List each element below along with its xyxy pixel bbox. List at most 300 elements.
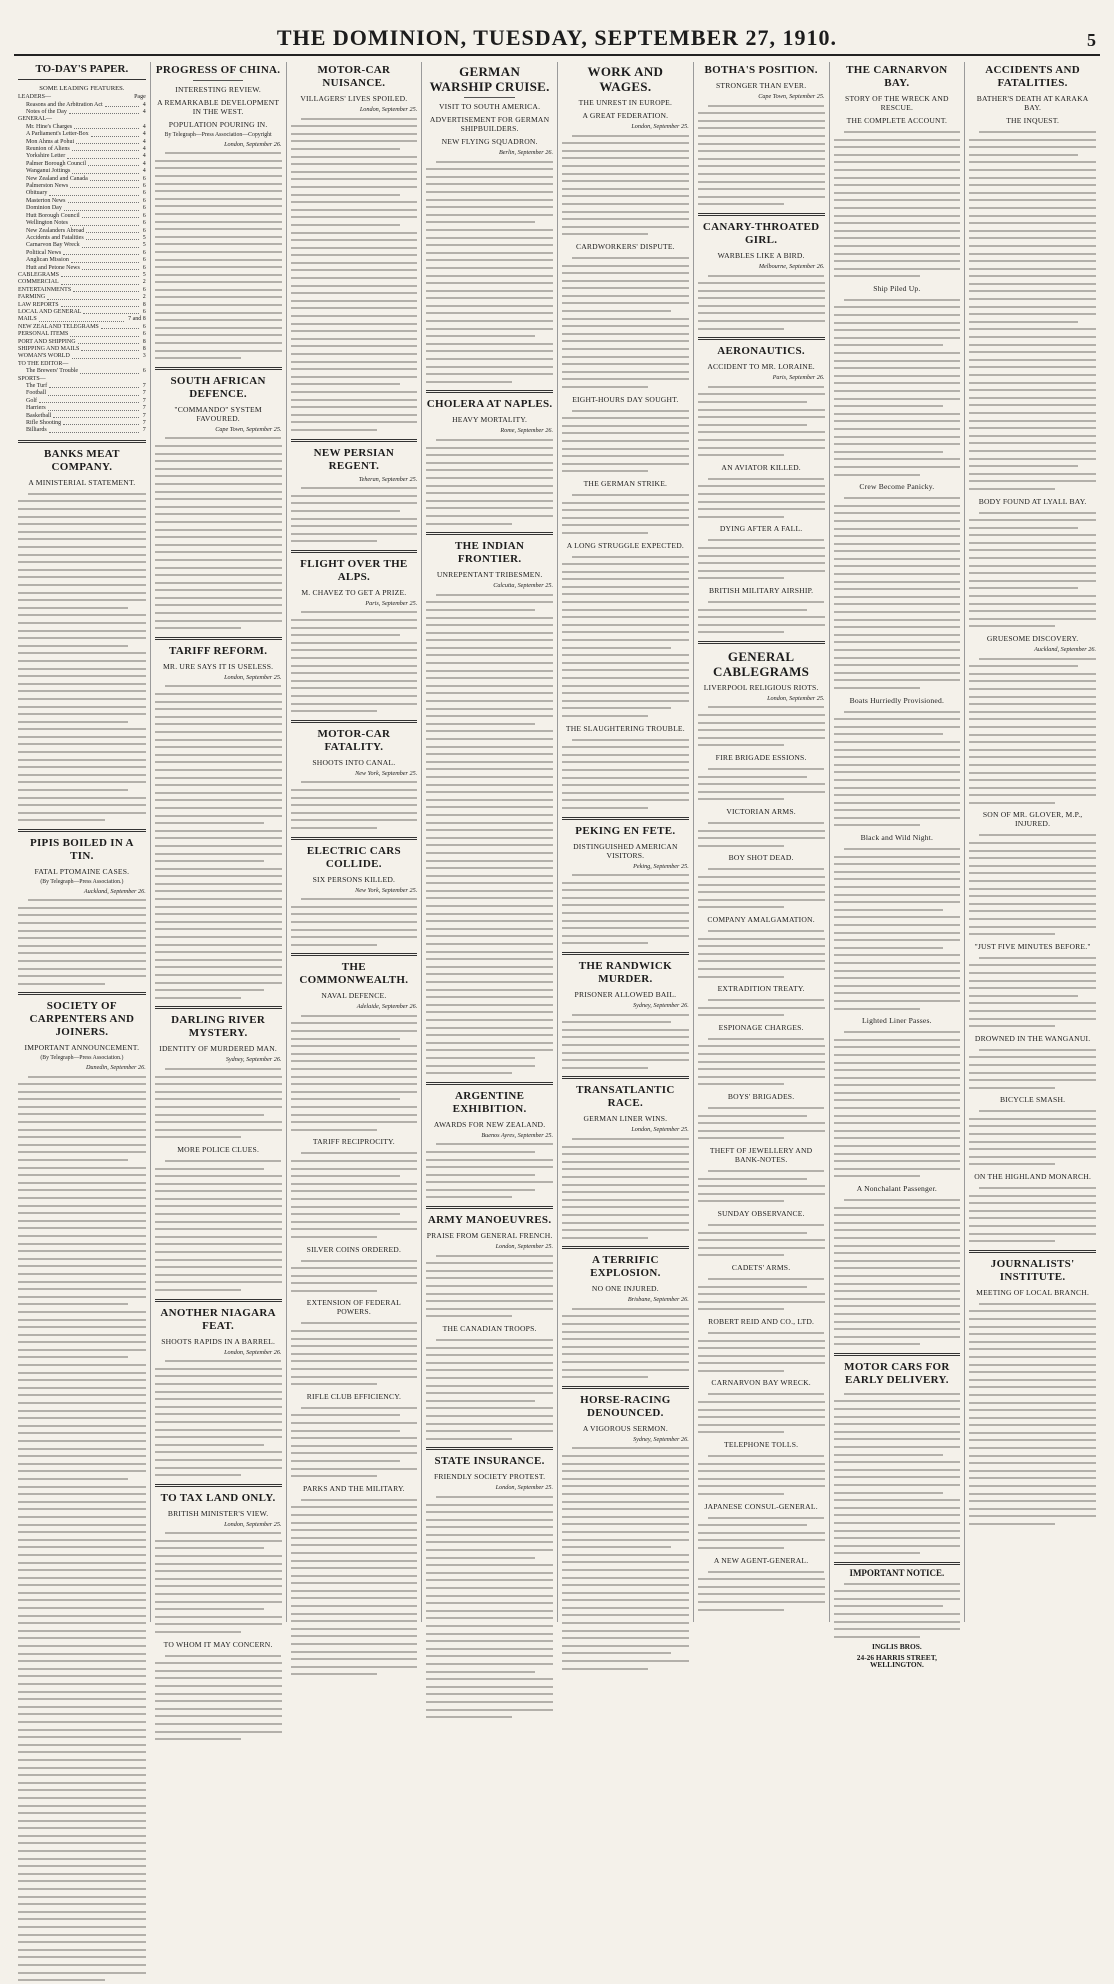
index-label: New Zealanders Abroad (26, 227, 85, 234)
article-heading: PEKING EN FETE. (575, 824, 676, 837)
index-label: Mon Ahms at Pohui (26, 138, 75, 145)
index-row (18, 309, 146, 316)
index-page: 4 (142, 160, 146, 167)
article-subheading: DISTINGUISHED AMERICAN VISITORS. (573, 841, 678, 860)
article-subheading: THE SLAUGHTERING TROUBLE. (565, 723, 685, 733)
index-page: 2 (142, 294, 146, 301)
index-row (18, 257, 146, 264)
index-page: 7 (142, 427, 146, 434)
article-body (969, 509, 1096, 631)
article-subheading: SHOOTS RAPIDS IN A BARREL. (161, 1336, 276, 1346)
article-subheading: BATHER'S DEATH AT KARAKA BAY. (976, 94, 1089, 112)
index-row (18, 420, 146, 427)
article-body (291, 115, 418, 434)
article-body (155, 1529, 282, 1635)
article-body (698, 927, 825, 980)
index-page: 6 (142, 331, 146, 338)
index-page: 7 and 8 (128, 316, 146, 323)
index-label: Masterton News (26, 197, 66, 204)
index-label: Accidents and Fatalities (26, 234, 84, 241)
article-dateline: Melbourne, September 26. (758, 262, 825, 270)
article-subheading: RIFLE CLUB EFFICIENCY. (306, 1391, 402, 1401)
index-label: LEADERS— (18, 94, 51, 101)
index-list (18, 94, 146, 435)
article-dateline: Auckland, September 26. (83, 887, 146, 895)
article-body (698, 475, 825, 521)
article-subheading: BRITISH MINISTER'S VIEW. (167, 1508, 269, 1518)
index-page: 5 (142, 271, 146, 278)
article-dateline: London, September 25. (495, 1484, 553, 1492)
article-subheading: SON OF MR. GLOVER, M.P., INJURED. (982, 810, 1083, 829)
article-heading: THE CARNARVON BAY. (846, 64, 948, 89)
index-page: 8 (142, 338, 146, 345)
article-dateline: Cape Town, September 25. (215, 425, 282, 433)
article-body (562, 871, 689, 947)
article-heading: MOTOR-CAR FATALITY. (317, 727, 391, 753)
index-page: 6 (142, 220, 146, 227)
index-row (18, 324, 146, 331)
article-subheading: STORY OF THE WRECK AND RESCUE. (845, 94, 949, 112)
index-row (18, 272, 146, 279)
index-row (18, 220, 146, 227)
index-label: Hutt Borough Council (26, 212, 80, 219)
article-heading: BANKS MEAT COMPANY. (43, 447, 120, 473)
article-dateline: Sydney, September 26. (633, 1435, 689, 1443)
column-1 (14, 62, 150, 1622)
index-page: 6 (142, 264, 146, 271)
article-body (698, 1035, 825, 1088)
index-label: Reunion of Aliens (26, 146, 70, 153)
page-number: 5 (1087, 30, 1096, 50)
index-page: 6 (142, 249, 146, 256)
article-body (698, 1329, 825, 1375)
article-subheading: BOYS' BRIGADES. (727, 1092, 795, 1102)
article-dateline: Cape Town, September 25. (758, 93, 825, 100)
article-body (698, 1221, 825, 1259)
article-body (291, 1319, 418, 1387)
index-row (18, 316, 146, 323)
article-body (291, 1012, 418, 1134)
index-page: 7 (142, 405, 146, 412)
index-page: Page (134, 94, 146, 101)
article-dateline: London, September 25. (631, 123, 689, 130)
article-heading: ANOTHER NIAGARA FEAT. (160, 1306, 276, 1332)
article-subheading: ESPIONAGE CHARGES. (718, 1022, 804, 1032)
index-row (18, 102, 146, 109)
article-body (969, 1300, 1096, 1528)
article-subheading: UNREPENTANT TRIBESMEN. (436, 570, 543, 580)
index-label: A Parliament's Letter-Box (26, 131, 89, 138)
article-body (562, 1444, 689, 1672)
article-body (834, 708, 961, 830)
index-page: 4 (142, 146, 146, 153)
article-body (698, 598, 825, 636)
article-body (698, 536, 825, 582)
article-heading: SOCIETY OF CARPENTERS AND JOINERS. (29, 1000, 135, 1039)
index-label: Obituary (26, 190, 48, 197)
article-body (834, 845, 961, 1012)
article-subheading: PRISONER ALLOWED BAIL. (574, 990, 677, 1000)
article-body (969, 1046, 1096, 1092)
index-row (18, 94, 146, 101)
article-heading: FLIGHT OVER THE ALPS. (300, 557, 408, 583)
index-page: 6 (142, 190, 146, 197)
index-label: GENERAL— (18, 116, 52, 123)
article-body (291, 778, 418, 831)
index-label: Football (26, 390, 47, 397)
article-heading: PIPIS BOILED IN A TIN. (29, 837, 134, 862)
article-subheading: COMPANY AMALGAMATION. (707, 914, 815, 924)
index-row (18, 213, 146, 220)
index-row (18, 235, 146, 242)
index-row (18, 131, 146, 138)
article-subheading: AN AVIATOR KILLED. (721, 462, 801, 472)
article-body (18, 1073, 146, 1984)
article-body (155, 682, 282, 1001)
article-heading: CHOLERA AT NAPLES. (426, 398, 553, 411)
article-body (155, 1357, 282, 1479)
index-label: Basketball (26, 412, 52, 419)
article-body (698, 102, 825, 208)
article-subheading: A LONG STRUGGLE EXPECTED. (566, 540, 684, 550)
article-body (155, 1065, 282, 1141)
article-subheading: ACCIDENT TO MR. LORAINE. (707, 362, 815, 372)
article-body (562, 254, 689, 391)
article-subheading: TO WHOM IT MAY CONCERN. (163, 1639, 273, 1649)
index-page: 4 (142, 101, 146, 108)
article-subheading: HEAVY MORTALITY. (452, 415, 528, 425)
article-heading: TRANSATLANTIC RACE. (576, 1084, 675, 1110)
index-label: FARMING (18, 294, 46, 301)
index-row (18, 331, 146, 338)
article-body (291, 1149, 418, 1240)
article-dateline: Dunedin, September 26. (85, 1063, 146, 1071)
article-heading: GENERAL CABLEGRAMS (713, 648, 810, 679)
article-heading: NEW PERSIAN REGENT. (313, 446, 395, 472)
article-body (18, 490, 146, 824)
article-body (698, 1167, 825, 1205)
article-subheading: BOY SHOT DEAD. (728, 853, 794, 863)
article-subheading: MORE POLICE CLUES. (177, 1144, 260, 1154)
notice-address: 24-26 HARRIS STREET, WELLINGTON. (856, 1652, 937, 1670)
article-dateline: London, September 26. (224, 1348, 282, 1356)
article-heading: HORSE-RACING DENOUNCED. (580, 1393, 671, 1419)
article-body (562, 407, 689, 475)
article-byline: By Telegraph—Press Association—Copyright (164, 132, 272, 138)
article-dateline: Paris, September 26. (772, 374, 825, 382)
column-2 (150, 62, 286, 1649)
article-subheading: ADVERTISEMENT FOR GERMAN SHIPBUILDERS. (429, 115, 550, 133)
index-label: Reasons and the Arbitration Act (26, 101, 103, 108)
article-body (834, 494, 961, 691)
article-dateline: Berlin, September 26. (499, 149, 553, 156)
index-label: SHIPPING AND MAILS (18, 346, 80, 352)
article-subheading: Ship Piled Up. (873, 283, 921, 293)
article-body (562, 132, 689, 238)
index-page: 6 (142, 257, 146, 264)
article-dateline: Sydney, September 26. (225, 1056, 282, 1064)
article-subheading: NO ONE INJURED. (591, 1284, 659, 1294)
article-subheading: ON THE HIGHLAND MONARCH. (974, 1172, 1092, 1182)
article-subheading: A MINISTERIAL STATEMENT. (28, 477, 136, 487)
index-page: 4 (142, 138, 146, 145)
article-body (698, 703, 825, 749)
index-page: 7 (142, 412, 146, 419)
article-subheading: SIX PERSONS KILLED. (312, 874, 396, 884)
index-row (18, 228, 146, 235)
article-body (426, 158, 553, 386)
index-label: Hutt and Petone News (26, 264, 80, 271)
article-body (291, 1404, 418, 1480)
article-subheading: MR. URE SAYS IT IS USELESS. (162, 661, 274, 671)
article-subheading: EXTENSION OF FEDERAL POWERS. (306, 1298, 402, 1317)
article-body (698, 865, 825, 911)
article-body (834, 1196, 961, 1348)
index-label: Political News (26, 249, 62, 256)
index-page (144, 361, 146, 368)
index-row (18, 198, 146, 205)
index-row (18, 302, 146, 309)
article-dateline: London, September 25. (631, 1126, 689, 1134)
index-row (18, 242, 146, 249)
article-subheading: SILVER COINS ORDERED. (306, 1244, 402, 1254)
index-row (18, 183, 146, 190)
article-heading: AERONAUTICS. (717, 345, 805, 358)
index-label: Dominion Day (26, 205, 62, 212)
article-body (18, 896, 146, 987)
index-page: 4 (142, 123, 146, 130)
article-body (426, 1336, 553, 1442)
article-subheading: THE COMPLETE ACCOUNT. (846, 116, 948, 125)
article-subheading: FRIENDLY SOCIETY PROTEST. (433, 1472, 546, 1482)
article-dateline: Calcutta, September 25. (493, 582, 553, 590)
article-heading: GERMAN WARSHIP CRUISE. (429, 64, 550, 94)
article-subheading: BODY FOUND AT LYALL BAY. (978, 496, 1087, 506)
article-body (155, 1157, 282, 1294)
article-heading: ARGENTINE EXHIBITION. (452, 1089, 527, 1115)
article-body (155, 1652, 282, 1743)
index-label: COMMERCIAL (18, 279, 59, 286)
index-page: 4 (142, 153, 146, 160)
index-page (144, 116, 146, 123)
index-row (18, 168, 146, 175)
index-row (18, 116, 146, 123)
article-body (291, 895, 418, 948)
article-dateline: London, September 25. (359, 106, 418, 113)
index-label: MAILS (18, 316, 37, 323)
masthead (14, 25, 1100, 56)
index-row (18, 109, 146, 116)
index-row (18, 390, 146, 397)
article-subheading: PRAISE FROM GENERAL FRENCH. (426, 1231, 553, 1241)
article-subheading: THE GERMAN STRIKE. (583, 478, 668, 488)
index-row (18, 161, 146, 168)
article-dateline: Buenos Ayres, September 25. (481, 1131, 553, 1139)
article-body (834, 296, 961, 478)
index-row (18, 250, 146, 257)
article-subheading: GRUESOME DISCOVERY. (986, 634, 1079, 643)
article-dateline: New York, September 25. (355, 769, 418, 777)
index-page: 8 (142, 346, 146, 352)
index-label: Wellington Notes (26, 220, 69, 227)
index-row (18, 294, 146, 301)
article-dateline: Adelaide, September 26. (356, 1003, 418, 1011)
index-label: TO THE EDITOR— (18, 360, 69, 367)
article-body (698, 1275, 825, 1313)
article-subheading: VISIT TO SOUTH AMERICA. (439, 102, 541, 111)
index-page: 7 (142, 397, 146, 404)
index-label: Wanganui Jottings (26, 168, 71, 175)
index-label: Carnarvon Bay Wreck (26, 242, 80, 249)
article-body (834, 1390, 961, 1557)
columns (14, 62, 1100, 1670)
index-page: 6 (142, 197, 146, 204)
article-subheading: SHOOTS INTO CANAL. (312, 757, 396, 767)
index-label: SPORTS— (18, 375, 46, 382)
index-page: 6 (142, 212, 146, 219)
article-subheading: "JUST FIVE MINUTES BEFORE." (974, 941, 1091, 951)
index-label: Golf (26, 397, 37, 404)
index-page: 4 (142, 168, 146, 175)
index-label: Billiards (26, 427, 47, 434)
article-heading: WORK AND WAGES. (587, 64, 664, 94)
article-subheading: STRONGER THAN EVER. (715, 81, 807, 90)
article-body (969, 128, 1096, 493)
index-page: 6 (142, 286, 146, 293)
index-page: 3 (142, 353, 146, 360)
article-body (834, 128, 961, 280)
article-heading: TO TAX LAND ONLY. (160, 1491, 276, 1504)
article-body (698, 1514, 825, 1552)
article-body (698, 996, 825, 1019)
index-label: The Brewers' Trouble (26, 368, 79, 375)
index-label: LAW REPORTS (18, 301, 59, 308)
index-page: 8 (142, 301, 146, 308)
index-page: 2 (142, 279, 146, 286)
article-subheading: Lighted Liner Passes. (861, 1016, 932, 1026)
article-subheading: WARBLES LIKE A BIRD. (717, 250, 805, 260)
article-dateline: Brisbane, September 26. (627, 1296, 689, 1304)
index-row (18, 376, 146, 383)
index-label: LOCAL AND GENERAL (18, 308, 82, 315)
index-row (18, 405, 146, 412)
index-page: 6 (142, 308, 146, 315)
index-page: 5 (142, 242, 146, 249)
article-body (155, 434, 282, 631)
article-heading: TARIFF REFORM. (168, 644, 268, 657)
index-row (18, 146, 146, 153)
index-row (18, 287, 146, 294)
index-row (18, 139, 146, 146)
article-body (969, 954, 1096, 1030)
index-row (18, 339, 146, 346)
index-page: 7 (142, 420, 146, 427)
index-row (18, 383, 146, 390)
article-subheading: POPULATION POURING IN. (168, 120, 268, 129)
notice-body (834, 1580, 961, 1641)
notice-advertiser: INGLIS BROS. (872, 1642, 922, 1652)
article-body (426, 1140, 553, 1201)
index-label: Rifle Shooting (26, 420, 62, 427)
article-heading: ELECTRIC CARS COLLIDE. (306, 844, 401, 870)
index-page: 7 (142, 383, 146, 390)
index-page: 7 (142, 390, 146, 397)
article-body (426, 1493, 553, 1721)
article-heading: DARLING RIVER MYSTERY. (171, 1014, 266, 1040)
article-dateline: London, September 25. (767, 694, 825, 702)
article-subheading: EIGHT-HOURS DAY SOUGHT. (572, 394, 679, 404)
article-subheading: TELEPHONE TOLLS. (724, 1440, 799, 1450)
index-row (18, 413, 146, 420)
article-dateline: London, September 25. (224, 673, 282, 681)
index-page: 6 (142, 323, 146, 330)
article-subheading: NEW FLYING SQUADRON. (441, 137, 538, 146)
article-body (969, 655, 1096, 807)
article-subheading: JAPANESE CONSUL-GENERAL. (704, 1501, 818, 1511)
column-3 (286, 62, 422, 1622)
article-subheading: Black and Wild Night. (860, 833, 934, 843)
masthead-title: THE DOMINION, TUESDAY, SEPTEMBER 27, 1910. (276, 25, 838, 50)
article-body (291, 608, 418, 714)
article-subheading: VILLAGERS' LIVES SPOILED. (300, 94, 408, 103)
article-body (562, 553, 689, 720)
article-body (562, 1305, 689, 1381)
article-heading: A TERRIFIC EXPLOSION. (590, 1254, 661, 1280)
article-heading: MOTOR CARS FOR EARLY DELIVERY. (844, 1360, 950, 1386)
article-body (562, 1135, 689, 1241)
article-heading: PROGRESS OF CHINA. (155, 64, 281, 76)
index-row (18, 205, 146, 212)
column-8 (964, 62, 1100, 1622)
article-dateline: Sydney, September 26. (633, 1002, 689, 1010)
index-row (18, 176, 146, 183)
article-subheading: NAVAL DEFENCE. (321, 991, 387, 1001)
index-label: New Zealand and Canada (26, 175, 88, 182)
column-5 (557, 62, 693, 1622)
column-6 (693, 62, 829, 1622)
index-page: 4 (142, 131, 146, 138)
article-body (698, 765, 825, 803)
index-row (18, 265, 146, 272)
article-dateline: London, September 26. (224, 140, 282, 148)
article-heading: STATE INSURANCE. (434, 1455, 545, 1468)
index-label: Yorkshire Letter (26, 153, 66, 160)
column-7 (829, 62, 965, 1670)
article-byline: (By Telegraph—Press Association.) (40, 1055, 124, 1062)
article-dateline: Teheran, September 25. (358, 475, 418, 483)
article-subheading: CADETS' ARMS. (731, 1262, 791, 1272)
article-dateline: Auckland, September 26. (1034, 646, 1096, 653)
index-label: Palmer Borough Council (26, 160, 86, 167)
article-subheading: A REMARKABLE DEVELOPMENT IN THE WEST. (157, 98, 280, 116)
article-subheading: SUNDAY OBSERVANCE. (717, 1208, 805, 1218)
article-heading: THE COMMONWEALTH. (299, 961, 409, 987)
index-page (144, 376, 146, 383)
article-dateline: Paris, September 25. (365, 599, 418, 607)
article-heading: THE INDIAN FRONTIER. (454, 540, 525, 566)
index-page: 6 (142, 227, 146, 234)
article-body (426, 1252, 553, 1320)
article-subheading: GERMAN LINER WINS. (583, 1114, 668, 1124)
article-heading: ARMY MANOEUVRES. (427, 1214, 552, 1227)
index-label: Palmerston News (26, 183, 69, 190)
index-row (18, 190, 146, 197)
article-body (969, 831, 1096, 937)
index-label: The Turf (26, 383, 48, 390)
index-row (18, 279, 146, 286)
article-dateline: New York, September 25. (355, 886, 418, 894)
index-label: PORT AND SHIPPING (18, 338, 76, 345)
